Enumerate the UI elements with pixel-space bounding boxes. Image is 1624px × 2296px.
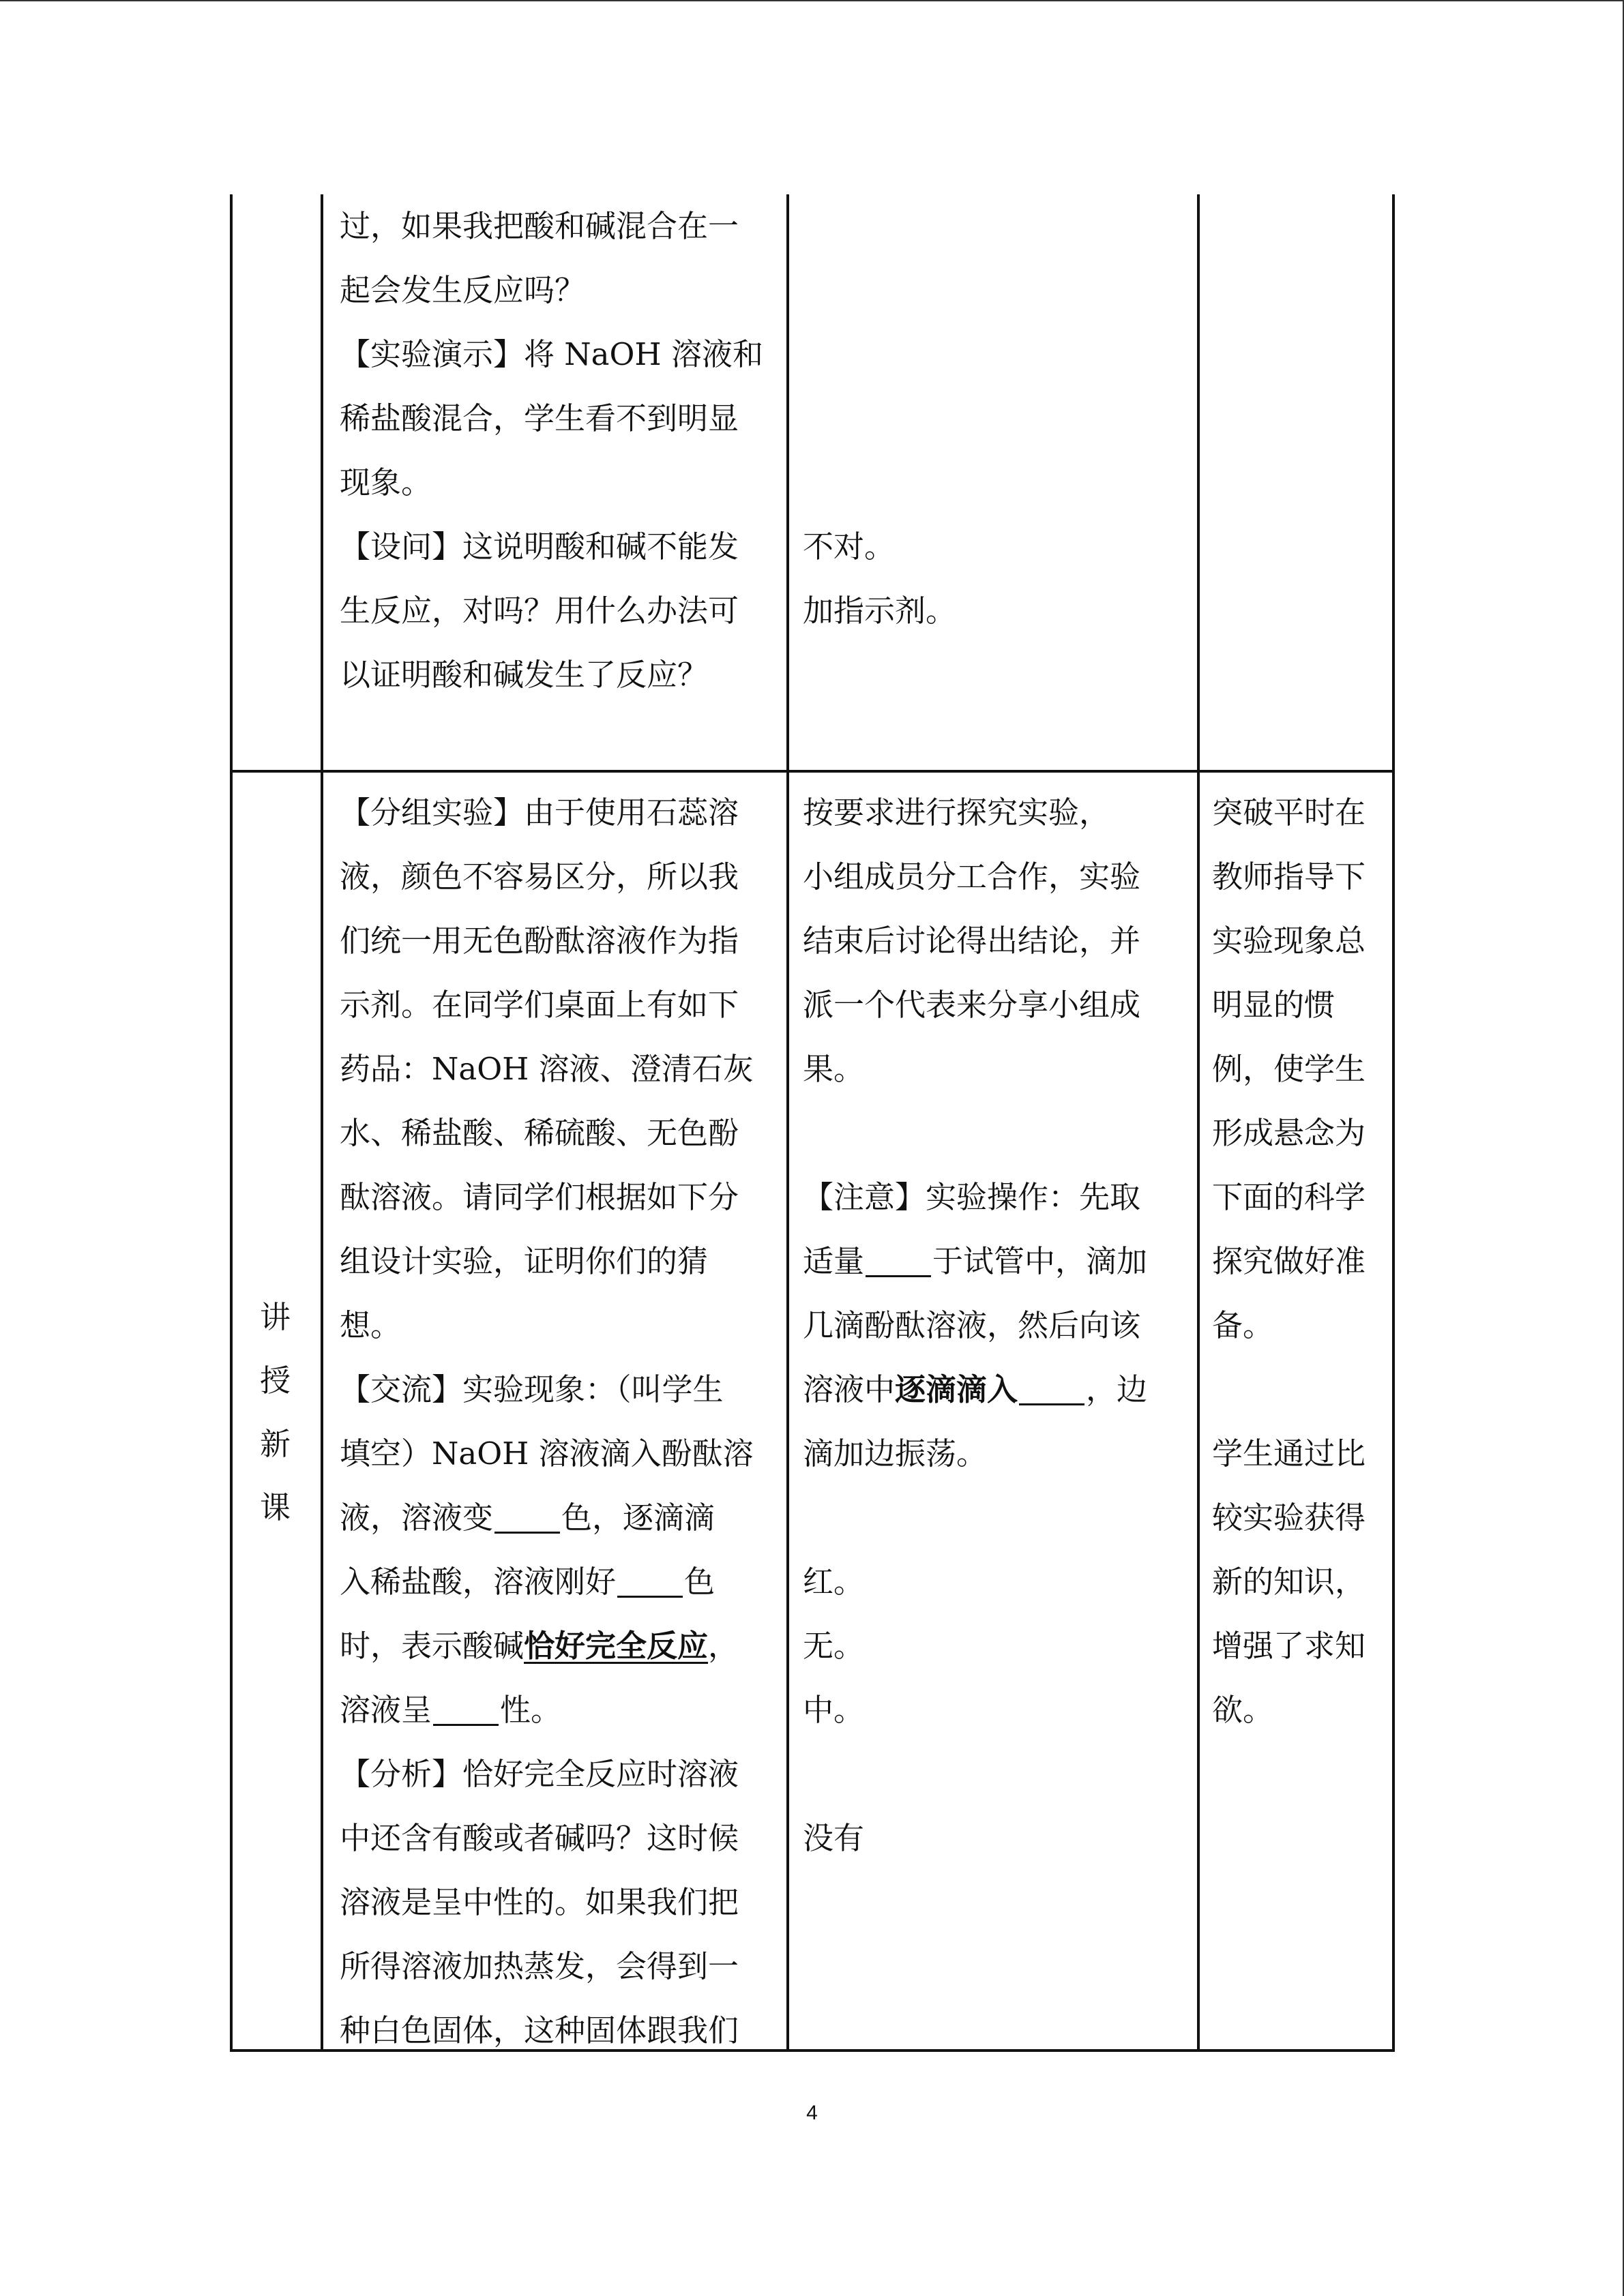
text-line: 小组成员分工合作，实验 bbox=[803, 859, 1141, 895]
table-border-left bbox=[230, 194, 233, 2052]
column-divider-3 bbox=[1197, 194, 1200, 2052]
text-line: 派一个代表来分享小组成 bbox=[803, 987, 1141, 1023]
emphasized-term: 恰好完全反应 bbox=[524, 1628, 709, 1664]
text-line: 溶液是呈中性的。如果我们把 bbox=[340, 1884, 739, 1920]
text-line: 组设计实验，证明你们的猜 bbox=[340, 1243, 709, 1279]
text-line: 现象。 bbox=[340, 464, 432, 501]
text-line: 按要求进行探究实验， bbox=[803, 794, 1110, 831]
stage-char: 新 bbox=[259, 1426, 291, 1462]
text-fragment: 溶液中 bbox=[803, 1371, 896, 1407]
text-line: 【分析】恰好完全反应时溶液 bbox=[340, 1756, 739, 1792]
text-fragment: 液，溶液变 bbox=[340, 1500, 494, 1536]
row2-teacher-cell bbox=[340, 781, 754, 2063]
text-fragment: 适量 bbox=[803, 1243, 865, 1279]
text-line: 生反应，对吗？用什么办法可 bbox=[340, 593, 739, 629]
text-line: 示剂。在同学们桌面上有如下 bbox=[340, 987, 739, 1023]
text-line: 形成悬念为 bbox=[1212, 1115, 1366, 1151]
text-line: 教师指导下 bbox=[1212, 859, 1366, 895]
text-line: 探究做好准 bbox=[1212, 1243, 1366, 1279]
spacer bbox=[803, 1486, 1147, 1550]
text-fragment: ， bbox=[708, 1628, 739, 1664]
text-line: 突破平时在 bbox=[1212, 794, 1366, 831]
stage-char: 讲 bbox=[259, 1299, 291, 1335]
text-fragment: 溶液呈 bbox=[340, 1692, 432, 1728]
row-divider bbox=[230, 770, 1395, 773]
column-divider-2 bbox=[786, 194, 789, 2052]
answer-line: 无。 bbox=[803, 1628, 865, 1664]
fill-blank bbox=[617, 1595, 683, 1598]
text-fragment: 时，表示酸碱 bbox=[340, 1628, 525, 1664]
table-border-right bbox=[1392, 194, 1395, 2052]
text-line: 以证明酸和碱发生了反应？ bbox=[340, 657, 709, 693]
text-line: 加指示剂。 bbox=[803, 593, 957, 629]
fill-blank bbox=[494, 1531, 560, 1534]
text-line: 起会发生反应吗？ bbox=[340, 272, 586, 308]
text-line: 酞溶液。请同学们根据如下分 bbox=[340, 1179, 739, 1215]
text-line-with-blank bbox=[340, 1486, 754, 1550]
text-line: 学生通过比 bbox=[1212, 1435, 1366, 1472]
answer-line: 红。 bbox=[803, 1564, 865, 1600]
text-line: 几滴酚酞溶液，然后向该 bbox=[803, 1307, 1141, 1343]
text-line-emphasis bbox=[340, 1614, 754, 1678]
text-line: 所得溶液加热蒸发，会得到一 bbox=[340, 1948, 739, 1984]
text-line: 药品：NaOH 溶液、澄清石灰 bbox=[340, 1051, 754, 1087]
text-line: 过，如果我把酸和碱混合在一 bbox=[340, 208, 739, 244]
text-line: 滴加边振荡。 bbox=[803, 1435, 988, 1472]
text-line: 稀盐酸混合，学生看不到明显 bbox=[340, 400, 739, 436]
row2-student-cell bbox=[803, 781, 1147, 1870]
fill-blank bbox=[1019, 1403, 1084, 1405]
text-line-with-blank bbox=[340, 1678, 754, 1742]
stage-char: 课 bbox=[259, 1489, 291, 1525]
bold-term: 逐滴滴入 bbox=[895, 1371, 1018, 1407]
text-line: 不对。 bbox=[803, 528, 896, 565]
text-line: 新的知识， bbox=[1212, 1564, 1366, 1600]
text-line: 果。 bbox=[803, 1051, 865, 1087]
text-line: 增强了求知 bbox=[1212, 1628, 1366, 1664]
lesson-table bbox=[230, 194, 1395, 2052]
fill-blank bbox=[866, 1274, 931, 1277]
text-line: 【注意】实验操作：先取 bbox=[803, 1179, 1141, 1215]
text-line: 水、稀盐酸、稀硫酸、无色酚 bbox=[340, 1115, 739, 1151]
text-line: 备。 bbox=[1212, 1307, 1274, 1343]
page-number: 4 bbox=[806, 2102, 818, 2124]
text-fragment: ，边 bbox=[1086, 1371, 1148, 1407]
spacer bbox=[803, 1101, 1147, 1165]
text-fragment: 性。 bbox=[500, 1692, 562, 1728]
row1-student-cell bbox=[803, 515, 956, 643]
row1-teacher-cell bbox=[340, 194, 763, 707]
text-fragment: 色，逐滴滴 bbox=[561, 1500, 715, 1536]
text-line: 结束后讨论得出结论，并 bbox=[803, 923, 1141, 959]
text-line: 想。 bbox=[340, 1307, 402, 1343]
spacer bbox=[803, 1742, 1147, 1806]
text-fragment: 于试管中，滴加 bbox=[932, 1243, 1148, 1279]
stage-char: 授 bbox=[259, 1362, 291, 1399]
text-line: 【设问】这说明酸和碱不能发 bbox=[340, 528, 739, 565]
text-line-with-blank bbox=[803, 1358, 1147, 1422]
text-fragment: 入稀盐酸，溶液刚好 bbox=[340, 1564, 617, 1600]
text-line: 下面的科学 bbox=[1212, 1179, 1366, 1215]
answer-line: 没有 bbox=[803, 1820, 865, 1856]
text-fragment: 色 bbox=[684, 1564, 715, 1600]
stage-label bbox=[230, 1285, 321, 1539]
text-line: 明显的惯 bbox=[1212, 987, 1335, 1023]
column-divider-1 bbox=[321, 194, 323, 2052]
text-line: 【分组实验】由于使用石蕊溶 bbox=[340, 794, 739, 831]
text-line: 【交流】实验现象：（叫学生 bbox=[340, 1371, 724, 1407]
text-line: 欲。 bbox=[1212, 1692, 1274, 1728]
text-line: 中还含有酸或者碱吗？这时候 bbox=[340, 1820, 739, 1856]
text-line: 们统一用无色酚酞溶液作为指 bbox=[340, 923, 739, 959]
answer-line: 中。 bbox=[803, 1692, 865, 1728]
spacer bbox=[1212, 1358, 1365, 1422]
text-line: 种白色固体，这种固体跟我们 bbox=[340, 2012, 739, 2048]
fill-blank bbox=[433, 1723, 499, 1726]
text-line: 较实验获得 bbox=[1212, 1500, 1366, 1536]
text-line-with-blank bbox=[803, 1229, 1147, 1294]
text-line: 液，颜色不容易区分，所以我 bbox=[340, 859, 739, 895]
text-line-with-blank bbox=[340, 1550, 754, 1614]
row2-intent-cell bbox=[1212, 781, 1365, 1742]
text-line: 填空）NaOH 溶液滴入酚酞溶 bbox=[340, 1435, 754, 1472]
text-line: 例，使学生 bbox=[1212, 1051, 1366, 1087]
text-line: 实验现象总 bbox=[1212, 923, 1366, 959]
text-line: 【实验演示】将 NaOH 溶液和 bbox=[340, 336, 763, 372]
